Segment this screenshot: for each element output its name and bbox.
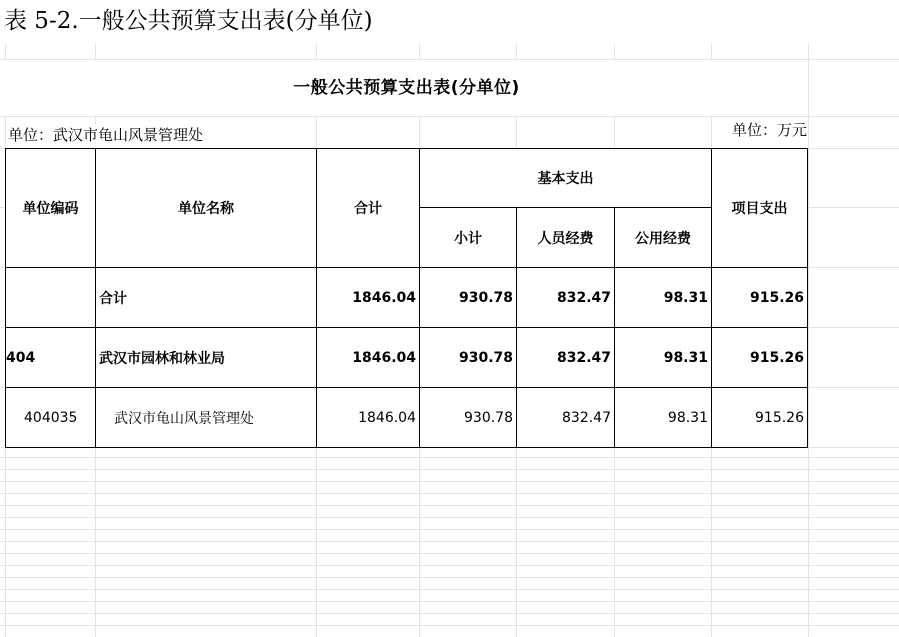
cell-subtotal: 930.78: [420, 388, 517, 448]
gridline-row: [0, 505, 899, 506]
table-row-department: [6, 328, 808, 388]
gridline-row: [0, 529, 899, 530]
gridline-row: [0, 577, 899, 578]
header-unit-code: 单位编码: [6, 149, 96, 268]
header-public-expense: 公用经费: [615, 208, 712, 268]
header-personnel-expense: 人员经费: [517, 208, 615, 268]
cell-code: 404: [6, 328, 96, 388]
cell-personnel: 832.47: [517, 388, 615, 448]
unit-currency-label: 单位：万元: [728, 118, 807, 142]
gridline-row: [0, 116, 899, 117]
gridline-row: [0, 517, 899, 518]
cell-code: [6, 268, 96, 328]
cell-public: 98.31: [615, 268, 712, 328]
gridline-row: [0, 469, 899, 470]
gridline-column: [808, 44, 809, 637]
gridline-row: [0, 601, 899, 602]
header-unit-name: 单位名称: [96, 149, 317, 268]
gridline-row: [0, 589, 899, 590]
gridline-row: [0, 457, 899, 458]
cell-total: 1846.04: [317, 268, 420, 328]
table-row-unit: [6, 388, 808, 448]
cell-subtotal: 930.78: [420, 268, 517, 328]
gridline-row: [0, 565, 899, 566]
gridline-row: [0, 541, 899, 542]
spreadsheet-area: [0, 44, 899, 637]
cell-public: 98.31: [615, 328, 712, 388]
gridline-row: [0, 553, 899, 554]
table-row-total: [6, 268, 808, 328]
cell-name: 武汉市园林和林业局: [96, 328, 317, 388]
cell-total: 1846.04: [317, 388, 420, 448]
cell-public: 98.31: [615, 388, 712, 448]
cell-project: 915.26: [712, 268, 808, 328]
document-caption: 表 5-2.一般公共预算支出表(分单位): [4, 8, 373, 34]
cell-project: 915.26: [712, 328, 808, 388]
cell-name: 武汉市龟山风景管理处: [96, 388, 317, 448]
cell-personnel: 832.47: [517, 328, 615, 388]
gridline-row: [0, 625, 899, 626]
table-title: 一般公共预算支出表(分单位): [5, 60, 808, 116]
gridline-row: [0, 613, 899, 614]
gridline-row: [0, 493, 899, 494]
cell-personnel: 832.47: [517, 268, 615, 328]
cell-project: 915.26: [712, 388, 808, 448]
unit-organization-label: 单位：武汉市龟山风景管理处: [8, 124, 207, 146]
header-basic-expenditure: 基本支出: [420, 149, 712, 208]
cell-subtotal: 930.78: [420, 328, 517, 388]
cell-name: 合计: [96, 268, 317, 328]
budget-expenditure-table: [5, 148, 808, 448]
cell-total: 1846.04: [317, 328, 420, 388]
header-project-expenditure: 项目支出: [712, 149, 808, 268]
cell-code: 404035: [6, 388, 96, 448]
header-subtotal: 小计: [420, 208, 517, 268]
gridline-row: [0, 481, 899, 482]
header-total: 合计: [317, 149, 420, 268]
